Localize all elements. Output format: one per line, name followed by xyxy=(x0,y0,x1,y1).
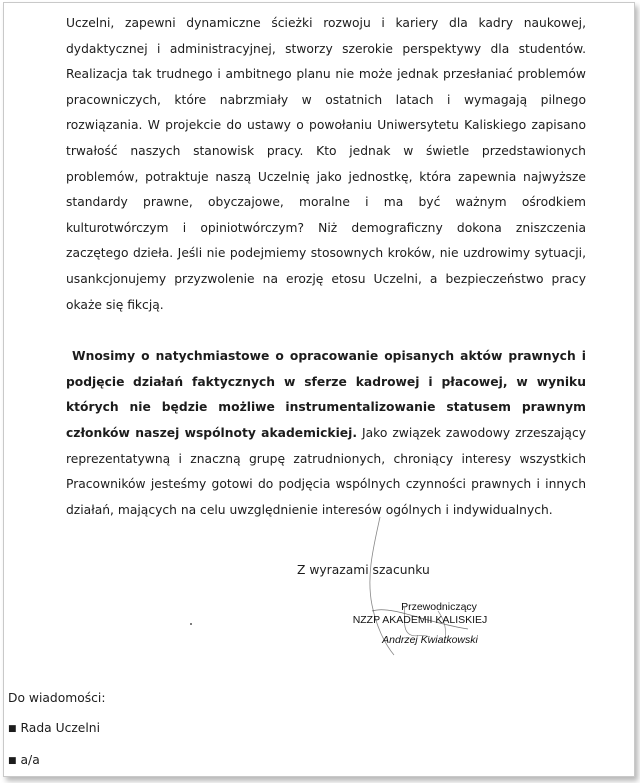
text-line: związek zawodowy zrzeszający reprezentatywną i znaczną grupę zatrudnionych, chroniący xyxy=(66,425,586,466)
stray-mark xyxy=(190,623,192,625)
text-line: i innych działań, mających na celu uwzględnienie interesów ogólnych i indywidualnych. xyxy=(66,477,586,517)
square-bullet-icon: ■ xyxy=(8,724,17,734)
bold-line: instrumentalizowanie statusem prawnym członków naszej wspólnoty akademickiej. xyxy=(66,400,586,440)
text-line: potraktuje naszą Uczelnię jako jednostkę, która zapewnia najwyższe standardy xyxy=(66,169,586,210)
text-line: i opiniotwórczym? Niż demograficzny dokona zniszczenia zaczętego dzieła. Jeśli nie xyxy=(66,220,586,261)
cc-heading: Do wiadomości: xyxy=(8,691,106,705)
closing-salutation: Z wyrazami szacunku xyxy=(297,563,430,577)
document-page xyxy=(3,2,635,777)
text-line: przyzwolenie na erozję etosu Uczelni, a bezpieczeństwo pracy okaże się fikcją. xyxy=(66,271,586,312)
signer-organization: NZZP AKADEMII KALISKIEJ xyxy=(352,614,488,626)
bold-line: działań faktycznych w sferze kadrowej i płacowej, w wyniku których nie będzie możliwe xyxy=(66,374,586,415)
signer-name: Andrzej Kwiatkowski xyxy=(382,634,478,646)
text-line: pracowniczych, które nabrzmiały w ostatnich latach i wymagają pilnego rozwiązania. xyxy=(66,92,586,133)
paragraph-1 xyxy=(66,11,586,318)
letter-body xyxy=(66,11,586,523)
cc-section xyxy=(8,683,105,777)
text-line: podejmiemy stosownych kroków, nie uzdrowimy sytuacji, usankcjonujemy xyxy=(66,246,586,286)
text-line: naszych stanowisk pracy. Kto jednak w świetle przedstawionych problemów, xyxy=(66,143,586,184)
text-line: Jako xyxy=(357,425,388,440)
bold-line: Wnosimy o natychmiastowe o opracowanie opisanych aktów prawnych i podjęcie xyxy=(66,349,586,389)
paragraph-2 xyxy=(66,344,586,523)
text-line: dydaktycznej i administracyjnej, stworzy szerokie perspektywy dla studentów. xyxy=(66,41,586,56)
square-bullet-icon: ■ xyxy=(8,756,17,766)
text-line: Uczelni, zapewni dynamiczne ścieżki rozwoju i kariery dla kadry naukowej, xyxy=(66,16,586,30)
text-line: interesy wszystkich Pracowników jesteśmy gotowi do podjęcia wspólnych czynności prawnych xyxy=(66,451,587,492)
cc-item: ■ Rada Uczelni xyxy=(8,721,100,735)
text-line: W projekcie do ustawy o powołaniu Uniwersytetu Kaliskiego zapisano trwałość xyxy=(66,118,586,158)
signature-block xyxy=(320,601,520,647)
text-line: prawne, obyczajowe, moralne i ma być ważnym ośrodkiem kulturotwórczym xyxy=(66,195,586,235)
signer-role: Przewodniczący xyxy=(401,601,477,613)
cc-item: ■ a/a xyxy=(8,753,40,767)
text-line: Realizacja tak trudnego i ambitnego planu nie może jednak przesłaniać problemów xyxy=(66,67,586,82)
paragraph-gap xyxy=(66,318,586,344)
